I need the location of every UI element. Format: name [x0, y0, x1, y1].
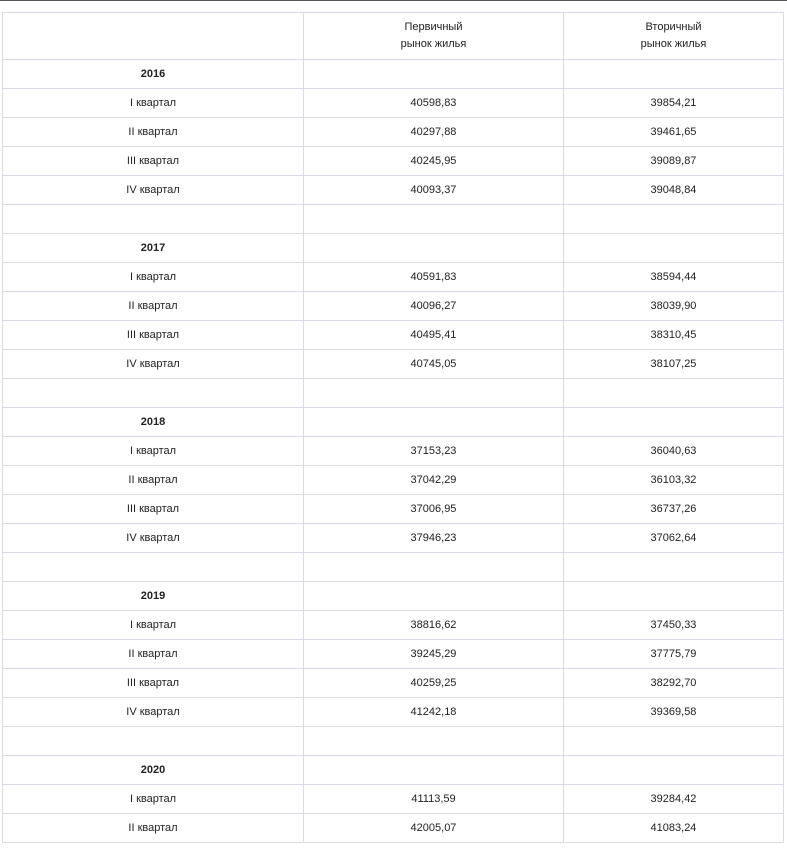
empty-cell	[564, 756, 784, 785]
primary-market-value: 40598,83	[304, 89, 564, 118]
empty-cell	[304, 234, 564, 263]
quarter-label: I квартал	[3, 263, 304, 292]
empty-cell	[3, 379, 304, 408]
table-row	[3, 669, 784, 698]
header-label-cell	[3, 13, 304, 60]
empty-cell	[564, 727, 784, 756]
primary-market-value: 37006,95	[304, 495, 564, 524]
spacer-row	[3, 205, 784, 234]
empty-cell	[304, 60, 564, 89]
quarter-label: III квартал	[3, 669, 304, 698]
top-divider	[0, 0, 787, 1]
year-label: 2017	[3, 234, 304, 263]
year-row	[3, 582, 784, 611]
quarter-label: IV квартал	[3, 524, 304, 553]
primary-market-value: 38816,62	[304, 611, 564, 640]
table-row	[3, 466, 784, 495]
table-row	[3, 118, 784, 147]
header-secondary-market	[564, 13, 784, 60]
primary-market-value: 40495,41	[304, 321, 564, 350]
secondary-market-value: 41083,24	[564, 814, 784, 843]
table-row	[3, 147, 784, 176]
primary-market-value: 40591,83	[304, 263, 564, 292]
table-row	[3, 611, 784, 640]
table-row	[3, 640, 784, 669]
quarter-label: II квартал	[3, 292, 304, 321]
primary-market-value: 39245,29	[304, 640, 564, 669]
secondary-market-value: 37062,64	[564, 524, 784, 553]
secondary-market-value: 36040,63	[564, 437, 784, 466]
quarter-label: III квартал	[3, 147, 304, 176]
secondary-market-value: 38292,70	[564, 669, 784, 698]
year-row	[3, 60, 784, 89]
secondary-market-value: 38310,45	[564, 321, 784, 350]
table-row	[3, 524, 784, 553]
year-label: 2019	[3, 582, 304, 611]
header-primary-market	[304, 13, 564, 60]
secondary-market-value: 37775,79	[564, 640, 784, 669]
secondary-market-value: 38594,44	[564, 263, 784, 292]
table-row	[3, 321, 784, 350]
empty-cell	[564, 379, 784, 408]
year-row	[3, 234, 784, 263]
primary-market-value: 40096,27	[304, 292, 564, 321]
empty-cell	[304, 582, 564, 611]
quarter-label: I квартал	[3, 785, 304, 814]
primary-market-value: 40297,88	[304, 118, 564, 147]
year-row	[3, 756, 784, 785]
quarter-label: I квартал	[3, 611, 304, 640]
empty-cell	[3, 553, 304, 582]
empty-cell	[564, 234, 784, 263]
quarter-label: III квартал	[3, 495, 304, 524]
empty-cell	[304, 379, 564, 408]
empty-cell	[564, 60, 784, 89]
table-row	[3, 292, 784, 321]
spacer-row	[3, 379, 784, 408]
secondary-market-value: 37450,33	[564, 611, 784, 640]
quarter-label: IV квартал	[3, 350, 304, 379]
primary-market-value: 40245,95	[304, 147, 564, 176]
spacer-row	[3, 727, 784, 756]
secondary-market-value: 39369,58	[564, 698, 784, 727]
year-label: 2018	[3, 408, 304, 437]
quarter-label: I квартал	[3, 437, 304, 466]
secondary-market-value: 39089,87	[564, 147, 784, 176]
table-body	[3, 13, 784, 843]
header-secondary-line2: рынок жилья	[640, 38, 707, 50]
quarter-label: I квартал	[3, 89, 304, 118]
housing-price-table	[2, 12, 784, 843]
table-row	[3, 495, 784, 524]
primary-market-value: 42005,07	[304, 814, 564, 843]
empty-cell	[304, 205, 564, 234]
empty-cell	[304, 553, 564, 582]
secondary-market-value: 36103,32	[564, 466, 784, 495]
table-header-row	[3, 13, 784, 60]
empty-cell	[3, 205, 304, 234]
primary-market-value: 40093,37	[304, 176, 564, 205]
secondary-market-value: 39048,84	[564, 176, 784, 205]
secondary-market-value: 39284,42	[564, 785, 784, 814]
primary-market-value: 37042,29	[304, 466, 564, 495]
empty-cell	[304, 727, 564, 756]
table-row	[3, 437, 784, 466]
empty-cell	[564, 205, 784, 234]
empty-cell	[304, 756, 564, 785]
header-primary-line1: Первичный	[404, 21, 463, 33]
year-row	[3, 408, 784, 437]
secondary-market-value: 36737,26	[564, 495, 784, 524]
quarter-label: II квартал	[3, 466, 304, 495]
table-row	[3, 698, 784, 727]
header-secondary-line1: Вторичный	[645, 21, 702, 33]
quarter-label: IV квартал	[3, 698, 304, 727]
year-label: 2016	[3, 60, 304, 89]
primary-market-value: 40259,25	[304, 669, 564, 698]
table-row	[3, 785, 784, 814]
primary-market-value: 41113,59	[304, 785, 564, 814]
table-row	[3, 814, 784, 843]
quarter-label: II квартал	[3, 118, 304, 147]
secondary-market-value: 38107,25	[564, 350, 784, 379]
empty-cell	[564, 582, 784, 611]
primary-market-value: 37946,23	[304, 524, 564, 553]
empty-cell	[564, 408, 784, 437]
table-row	[3, 263, 784, 292]
secondary-market-value: 38039,90	[564, 292, 784, 321]
primary-market-value: 40745,05	[304, 350, 564, 379]
header-primary-line2: рынок жилья	[400, 38, 467, 50]
empty-cell	[3, 727, 304, 756]
table-row	[3, 89, 784, 118]
quarter-label: III квартал	[3, 321, 304, 350]
table-row	[3, 350, 784, 379]
primary-market-value: 37153,23	[304, 437, 564, 466]
quarter-label: II квартал	[3, 640, 304, 669]
year-label: 2020	[3, 756, 304, 785]
empty-cell	[564, 553, 784, 582]
primary-market-value: 41242,18	[304, 698, 564, 727]
quarter-label: II квартал	[3, 814, 304, 843]
secondary-market-value: 39854,21	[564, 89, 784, 118]
table-row	[3, 176, 784, 205]
spacer-row	[3, 553, 784, 582]
secondary-market-value: 39461,65	[564, 118, 784, 147]
empty-cell	[304, 408, 564, 437]
quarter-label: IV квартал	[3, 176, 304, 205]
